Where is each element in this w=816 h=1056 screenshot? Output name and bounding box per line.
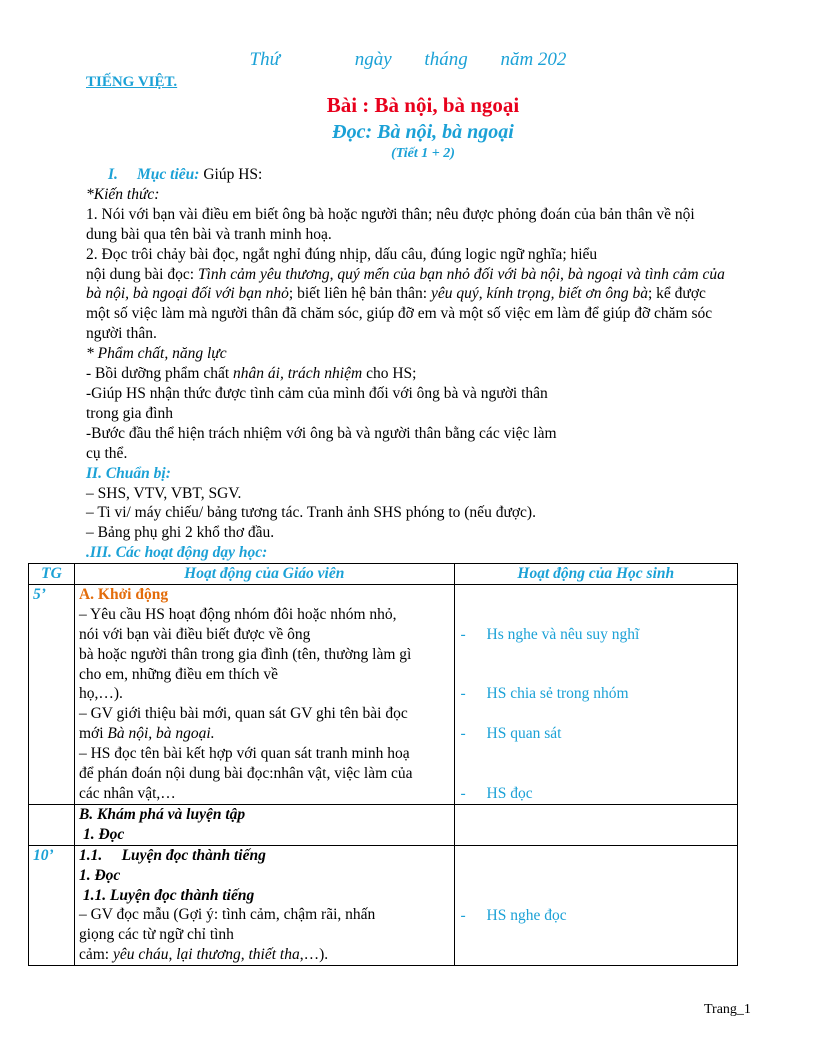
objectives-section	[86, 165, 726, 563]
date-year-label: năm 202	[500, 49, 567, 70]
line-italic-part: Bà nội, bà ngoại.	[107, 725, 215, 743]
reading-subheading: 1. Đọc	[82, 825, 125, 843]
objectives-label-rest: Giúp HS:	[199, 166, 263, 183]
student-item	[461, 724, 562, 744]
student-item	[461, 684, 629, 704]
preparation-item: – Ti vi/ máy chiếu/ bảng tương tác. Tranh ảnh SHS phóng to (nếu được).	[86, 504, 536, 522]
k2-italic-part: yêu quý, kính trọng, biết ơn ông bà	[430, 285, 648, 303]
student-item	[461, 784, 533, 804]
line-part: mới	[78, 725, 108, 743]
quality-heading: * Phẩm chất, năng lực	[86, 345, 227, 363]
preparation-item: – Bảng phụ ghi 2 khổ thơ đầu.	[86, 524, 275, 542]
knowledge-heading: *Kiến thức:	[86, 185, 160, 203]
quality-item-2: -Giúp HS nhận thức được tình cảm của mình đối với ông bà và người thân	[86, 384, 548, 402]
objectives-number: I.	[108, 166, 118, 183]
line-part: cảm:	[78, 946, 113, 964]
row-time	[29, 804, 75, 845]
teacher-line	[79, 945, 450, 965]
dash: -	[460, 784, 466, 802]
teacher-line: các nhân vật,…	[78, 784, 176, 802]
page-footer: Trang_1	[704, 1002, 751, 1017]
student-item	[461, 906, 567, 926]
student-text: Hs nghe và nêu suy nghĩ	[486, 625, 640, 643]
objectives-label: Mục tiêu:	[137, 166, 200, 183]
teacher-line: để phán đoán nội dung bài đọc:nhân vật, việc làm của	[78, 765, 413, 783]
q1-italic-part: nhân ái, trách nhiệm	[233, 365, 363, 383]
student-text: HS đọc	[486, 784, 533, 802]
quality-item-3-cont: cụ thể.	[86, 444, 128, 462]
student-text: HS quan sát	[486, 724, 562, 742]
dash: -	[460, 684, 466, 702]
subject-heading: TIẾNG VIỆT.	[86, 74, 178, 90]
explore-heading: B. Khám phá và luyện tập	[78, 805, 246, 823]
warmup-heading: A. Khởi động	[78, 585, 169, 603]
row-time: 5’	[29, 584, 75, 804]
teacher-line: cho em, những điều em thích về	[78, 665, 279, 683]
teacher-line: bà hoặc người thân trong gia đình (tên, thường làm gì	[78, 645, 412, 663]
date-day-label: Thứ	[249, 49, 280, 70]
student-cell	[454, 845, 737, 965]
teacher-line: – HS đọc tên bài kết hợp với quan sát tranh minh hoạ	[78, 745, 410, 763]
date-date-label: ngày	[354, 49, 392, 70]
line-italic-part: yêu cháu, lại thương, thiết tha	[112, 946, 300, 964]
table-row	[29, 804, 738, 845]
line-part: ,…).	[299, 946, 329, 964]
dash: -	[460, 625, 466, 643]
knowledge-item-2	[86, 265, 726, 345]
table-row	[29, 845, 738, 965]
reading-subheading: 1. Đọc	[78, 866, 121, 884]
teacher-line: – GV đọc mẫu (Gợi ý: tình cảm, chậm rãi, nhấn	[78, 906, 376, 924]
student-text: HS chia sẻ trong nhóm	[486, 684, 629, 702]
student-text: HS nghe đọc	[486, 906, 567, 924]
teacher-cell	[74, 584, 454, 804]
quality-item-3: -Bước đầu thể hiện trách nhiệm với ông bà và người thân bằng các việc làm	[86, 424, 557, 442]
table-header-row	[29, 564, 738, 585]
teacher-line: giọng các từ ngữ chỉ tình	[78, 926, 234, 944]
header-time: TG	[29, 564, 75, 585]
practice-subheading: 1.1. Luyện đọc thành tiếng	[78, 886, 255, 904]
knowledge-item-1: 1. Nói với bạn vài điều em biết ông bà hoặc người thân; nêu được phỏng đoán của bản thân về nội dung bài qua tên bài và tranh minh hoạ.	[86, 205, 695, 243]
preparation-item: – SHS, VTV, VBT, SGV.	[86, 484, 242, 502]
quality-item-2-cont: trong gia đình	[86, 404, 173, 422]
teacher-line: họ,…).	[78, 685, 123, 703]
dash: -	[460, 724, 466, 742]
knowledge-item-2-line: 2. Đọc trôi chảy bài đọc, ngắt nghỉ đúng nhịp, dấu câu, đúng logic ngữ nghĩa; hiểu	[86, 245, 598, 263]
student-cell	[454, 584, 737, 804]
table-row	[29, 584, 738, 804]
activities-heading: .III. Các hoạt động dạy học:	[86, 544, 268, 562]
header-teacher: Hoạt động của Giáo viên	[74, 564, 454, 585]
header-student: Hoạt động của Học sinh	[454, 564, 737, 585]
teacher-cell	[74, 804, 454, 845]
k2-part: ; kể được một số việc làm mà người thân đã chăm sóc, giúp đỡ em và một số việc em làm để giúp đỡ chăm sóc người thân.	[86, 285, 713, 343]
date-month-label: tháng	[424, 49, 468, 70]
q1-part: cho HS;	[362, 365, 417, 383]
teacher-line: – Yêu cầu HS hoạt động nhóm đôi hoặc nhóm nhỏ,	[78, 605, 397, 623]
dash: -	[460, 906, 466, 924]
k2-part: nội dung bài đọc:	[86, 265, 198, 283]
reading-title: Đọc: Bà nội, bà ngoại	[332, 121, 514, 143]
teacher-cell	[74, 845, 454, 965]
teacher-line: nói với bạn vài điều biết được về ông	[78, 625, 311, 643]
period-label: (Tiết 1 + 2)	[391, 146, 455, 161]
date-line	[0, 49, 816, 71]
objectives-heading	[86, 165, 726, 185]
q1-part: - Bồi dưỡng phẩm chất	[86, 365, 234, 383]
row-time: 10’	[29, 845, 75, 965]
student-cell	[454, 804, 737, 845]
k2-italic-part: Tình cảm yêu thương, quý mến của bạn nhỏ đối với bà nội, bà ngoại và tình cảm của bà nội, bà ngoại đối với bạn nhỏ	[86, 265, 725, 303]
teacher-line	[79, 724, 450, 744]
quality-item-1	[86, 364, 726, 384]
practice-heading: 1.1. Luyện đọc thành tiếng	[78, 846, 266, 864]
k2-part: ; biết liên hệ bản thân:	[288, 285, 431, 303]
teacher-line: – GV giới thiệu bài mới, quan sát GV ghi tên bài đọc	[78, 705, 408, 723]
lesson-title: Bài : Bà nội, bà ngoại	[326, 93, 520, 117]
student-item	[461, 625, 640, 645]
activities-table	[28, 563, 738, 966]
preparation-heading: II. Chuẩn bị:	[86, 464, 171, 482]
